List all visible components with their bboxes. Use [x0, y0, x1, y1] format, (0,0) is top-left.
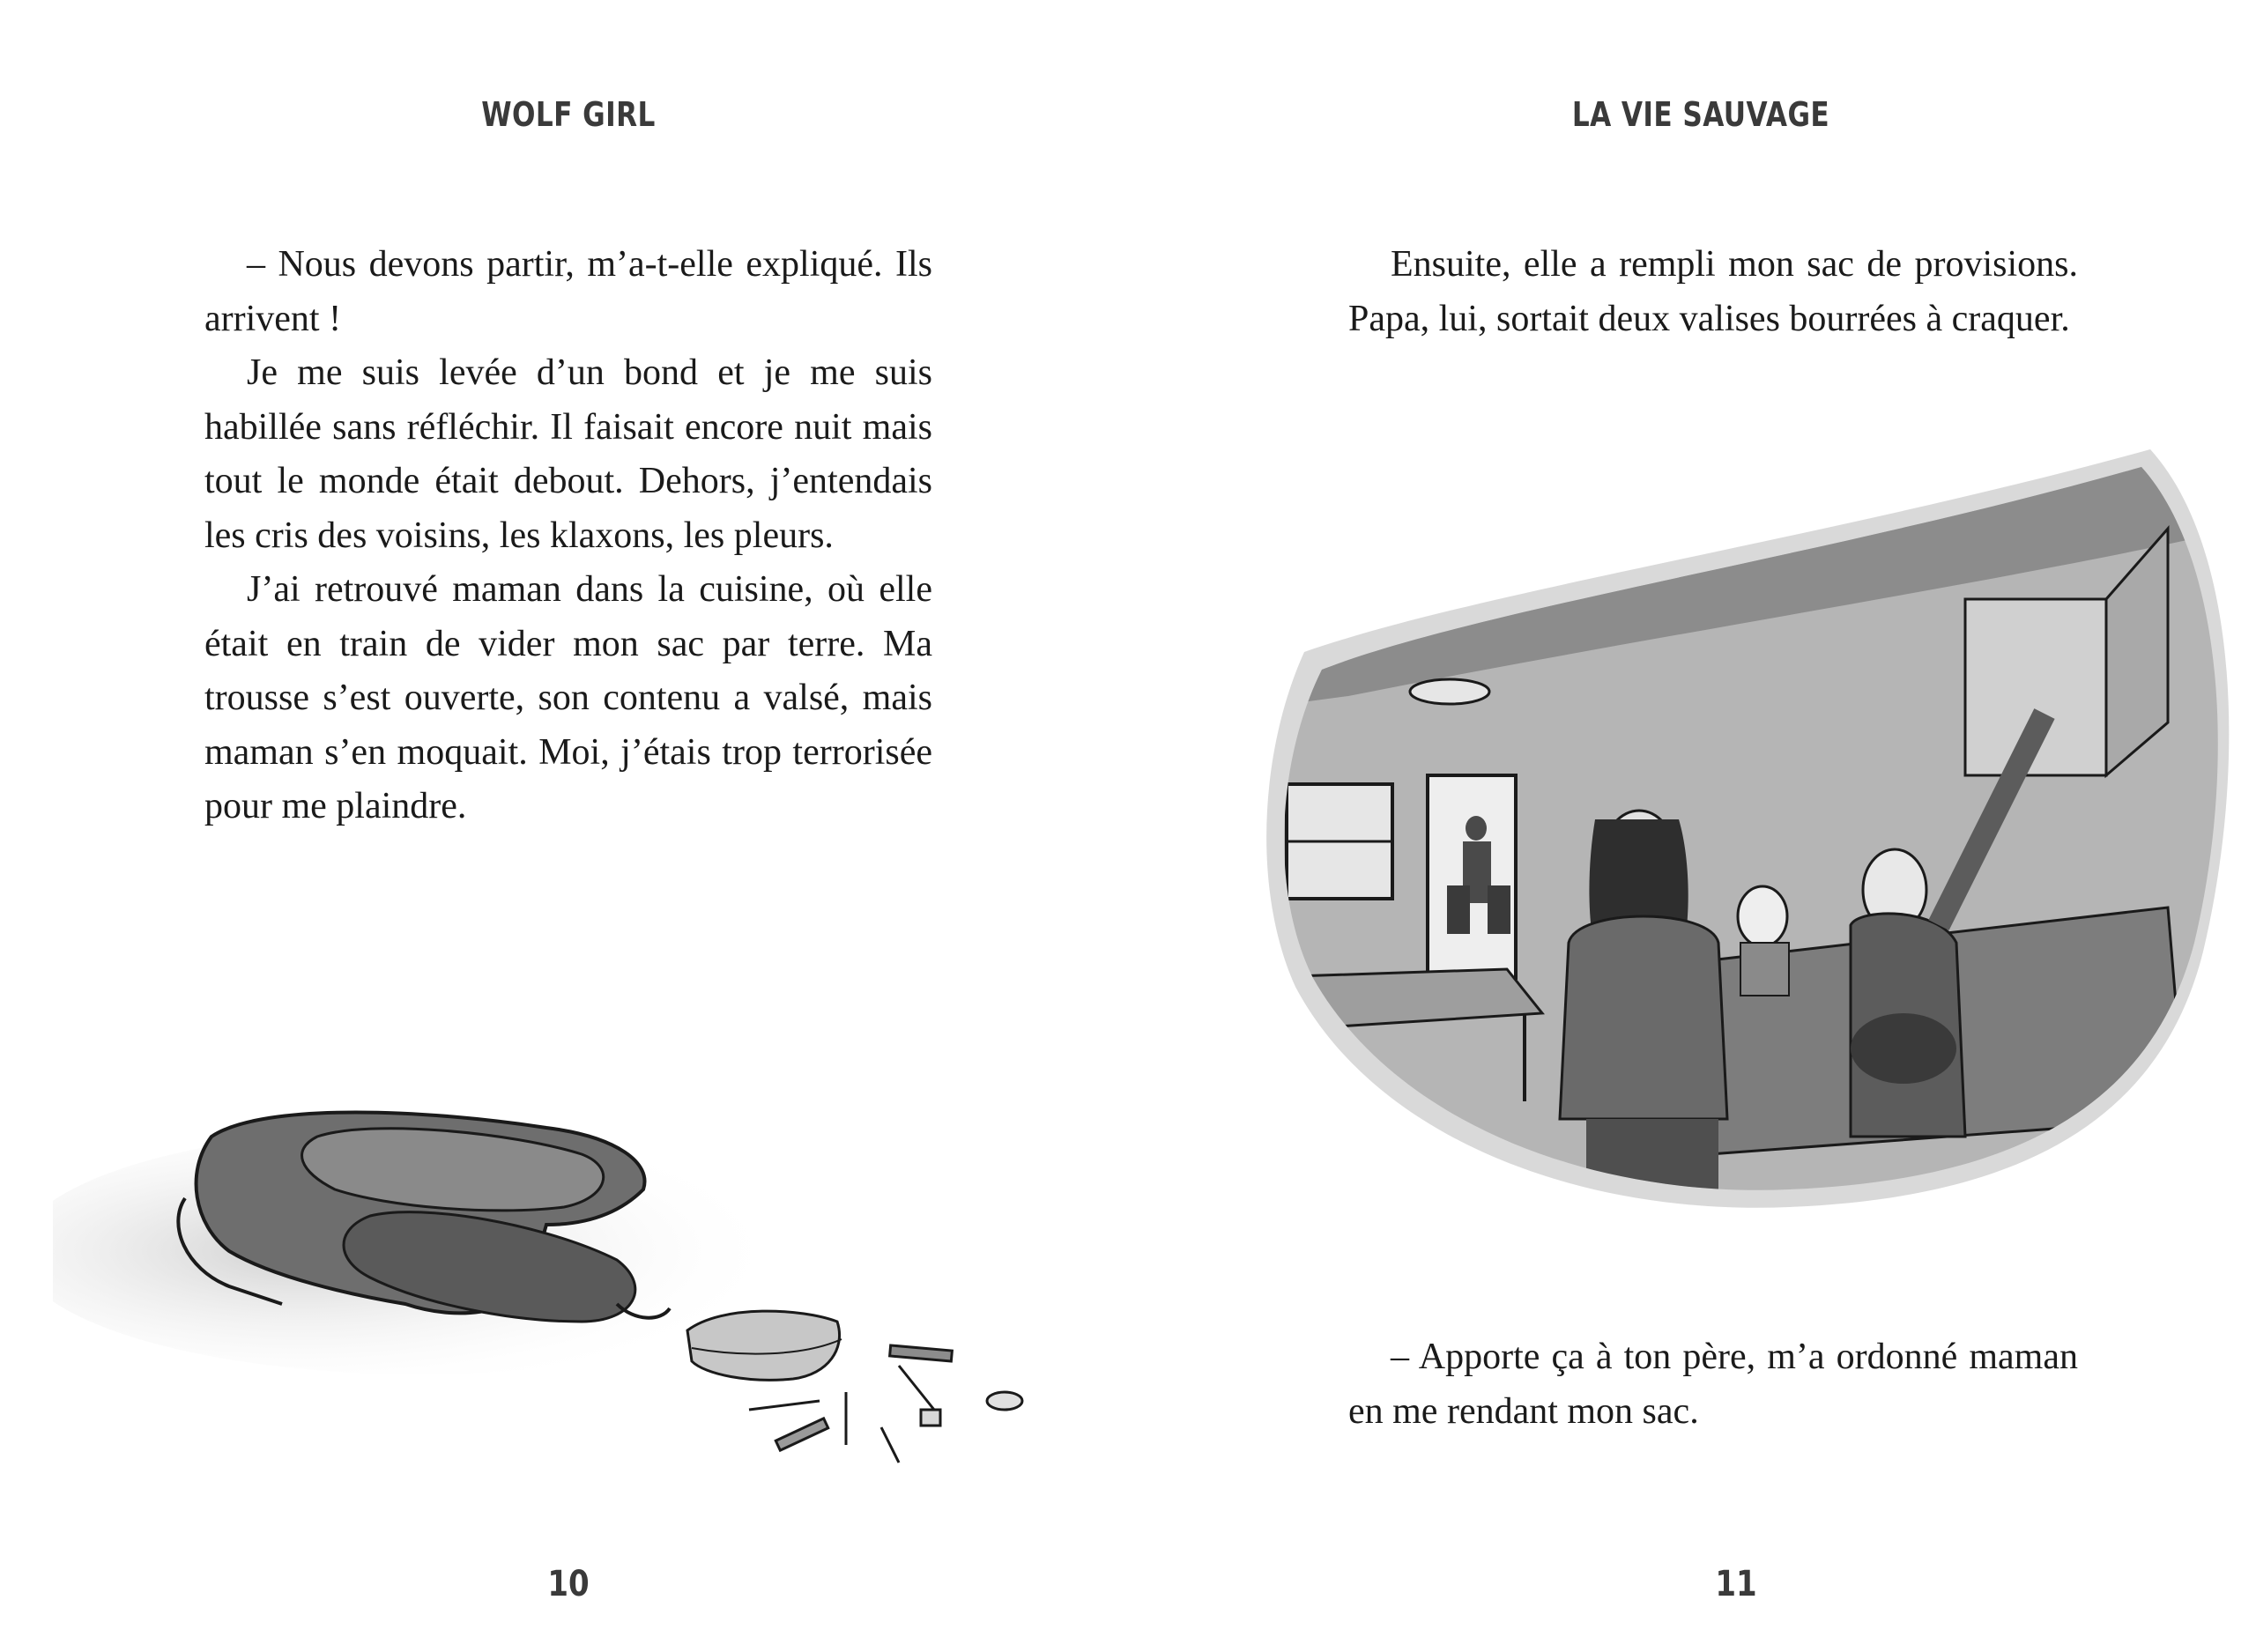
left-page-number: 10	[547, 1564, 590, 1604]
right-page-number: 11	[1715, 1564, 1757, 1604]
left-running-head: WOLF GIRL	[481, 95, 656, 134]
right-paragraph-2: – Apporte ça à ton père, m’a ordonné maman en me rendant mon sac.	[1348, 1337, 2078, 1432]
left-body-text	[204, 238, 932, 834]
doorway-icon	[1428, 775, 1516, 978]
ceiling-lamp-icon	[1410, 679, 1489, 704]
window-icon	[1287, 784, 1392, 899]
pencil-case-icon	[687, 1311, 842, 1380]
backpack-illustration	[53, 1084, 1110, 1471]
left-paragraph-1: – Nous devons partir, m’a-t-elle expliqué. Ils arrivent !	[204, 244, 932, 339]
right-body-text-bottom	[1348, 1330, 2078, 1439]
right-running-head: LA VIE SAUVAGE	[1571, 95, 1830, 134]
left-paragraph-2: Je me suis levée d’un bond et je me suis habillée sans réfléchir. Il faisait encore nuit mais tout le monde était debout. Dehors, j’entendais les cris des voisins, les klaxons, les pleurs.	[204, 352, 932, 556]
kitchen-illustration	[1216, 449, 2238, 1242]
right-paragraph-1: Ensuite, elle a rempli mon sac de provisions. Papa, lui, sortait deux valises bourrées à craquer.	[1348, 244, 2078, 339]
right-body-text-top	[1348, 238, 2078, 346]
right-page	[1128, 0, 2256, 1652]
left-paragraph-3: J’ai retrouvé maman dans la cuisine, où elle était en train de vider mon sac par terre. Ma trousse s’est ouverte, son contenu a valsé, mais maman s’en moquait. Moi, j’étais trop terrorisée pour me plaindre.	[204, 569, 932, 826]
